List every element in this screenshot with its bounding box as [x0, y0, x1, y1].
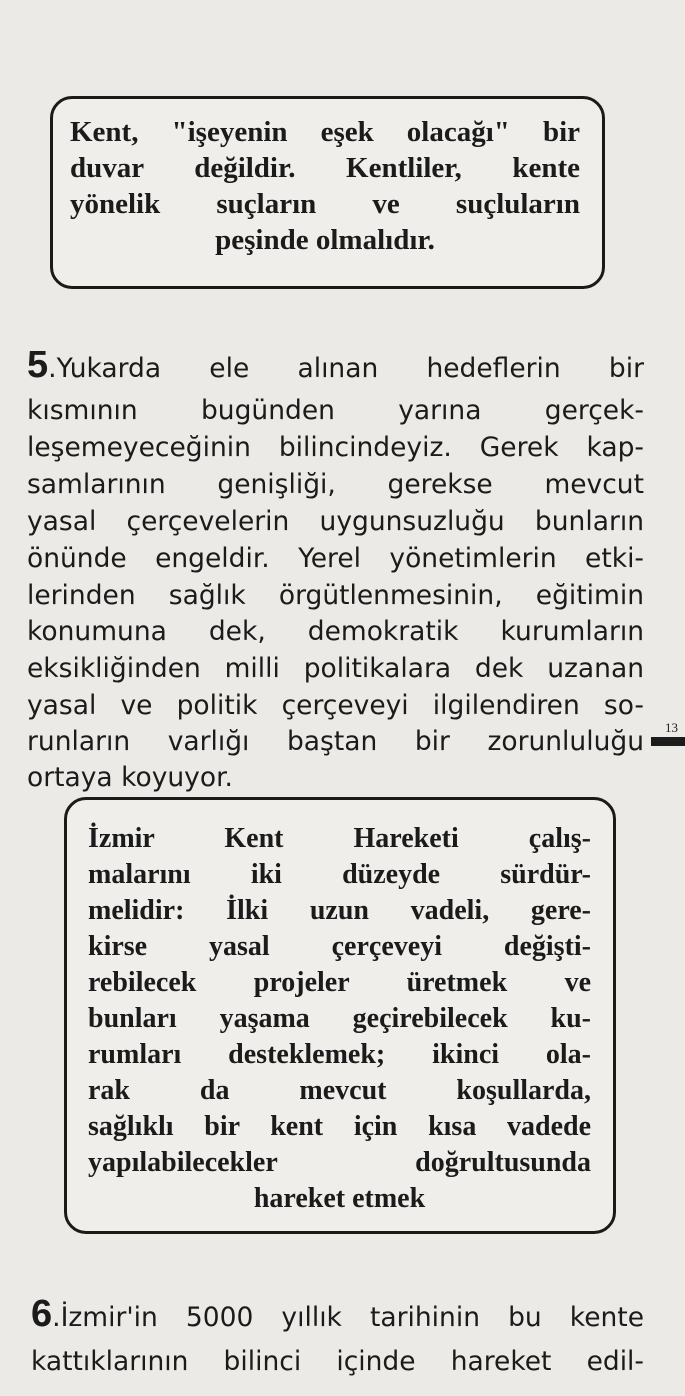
section-5-line: yasal ve politik çerçeveyi ilgilendiren so- — [27, 690, 644, 721]
section-5-line: 5.Yukarda ele alınan hedeflerin bir — [27, 344, 644, 386]
callout-2-line: sağlıklı bir kent için kısa vadede — [88, 1111, 591, 1142]
section-5-line: ortaya koyuyor. — [27, 762, 233, 793]
section-5-line: konumuna dek, demokratik kurumların — [27, 616, 644, 647]
section-5-line: eksikliğinden milli politikalara dek uzanan — [27, 653, 644, 684]
callout-2-line: rebilecek projeler üretmek ve — [88, 967, 591, 998]
callout-2-line: rak da mevcut koşullarda, — [88, 1075, 591, 1106]
page-number: 13 — [665, 720, 678, 735]
callout-1-line: Kent, "işeyenin eşek olacağı" bir — [70, 116, 580, 148]
callout-2-line: malarını iki düzeyde sürdür- — [88, 859, 591, 890]
section-5-line: runların varlığı baştan bir zorunluluğu — [27, 726, 644, 757]
page-edge-tab — [651, 737, 685, 746]
section-6-line: kattıklarının bilinci içinde hareket edil- — [31, 1346, 644, 1377]
section-5-line: samlarının genişliği, gerekse mevcut — [27, 469, 644, 500]
section-number: 6 — [31, 1293, 53, 1335]
callout-2-line: bunları yaşama geçirebilecek ku- — [88, 1003, 591, 1034]
callout-1-line: yönelik suçların ve suçluların — [70, 188, 580, 220]
section-5-line: leşemeyeceğinin bilincindeyiz. Gerek kap- — [27, 432, 644, 463]
section-number: 5 — [27, 344, 49, 386]
section-5-line: kısmının bugünden yarına gerçek- — [27, 395, 644, 426]
callout-1-line: peşinde olmalıdır. — [215, 224, 435, 256]
callout-2-line: kirse yasal çerçeveyi değişti- — [88, 931, 591, 962]
section-6-line: 6.İzmir'in 5000 yıllık tarihinin bu kente — [31, 1293, 644, 1335]
callout-1-line: duvar değildir. Kentliler, kente — [70, 152, 580, 184]
section-5-line: yasal çerçevelerin uygunsuzluğu bunların — [27, 506, 644, 537]
callout-2-line: yapılabilecekler doğrultusunda — [88, 1147, 591, 1178]
section-5-line: lerinden sağlık örgütlenmesinin, eğitimin — [27, 580, 644, 611]
callout-2-line: rumları desteklemek; ikinci ola- — [88, 1039, 591, 1070]
callout-2-line: İzmir Kent Hareketi çalış- — [88, 823, 591, 854]
section-5-line: önünde engeldir. Yerel yönetimlerin etki- — [27, 543, 644, 574]
callout-2-line: hareket etmek — [253, 1183, 426, 1214]
callout-2-line: melidir: İlki uzun vadeli, gere- — [88, 895, 591, 926]
